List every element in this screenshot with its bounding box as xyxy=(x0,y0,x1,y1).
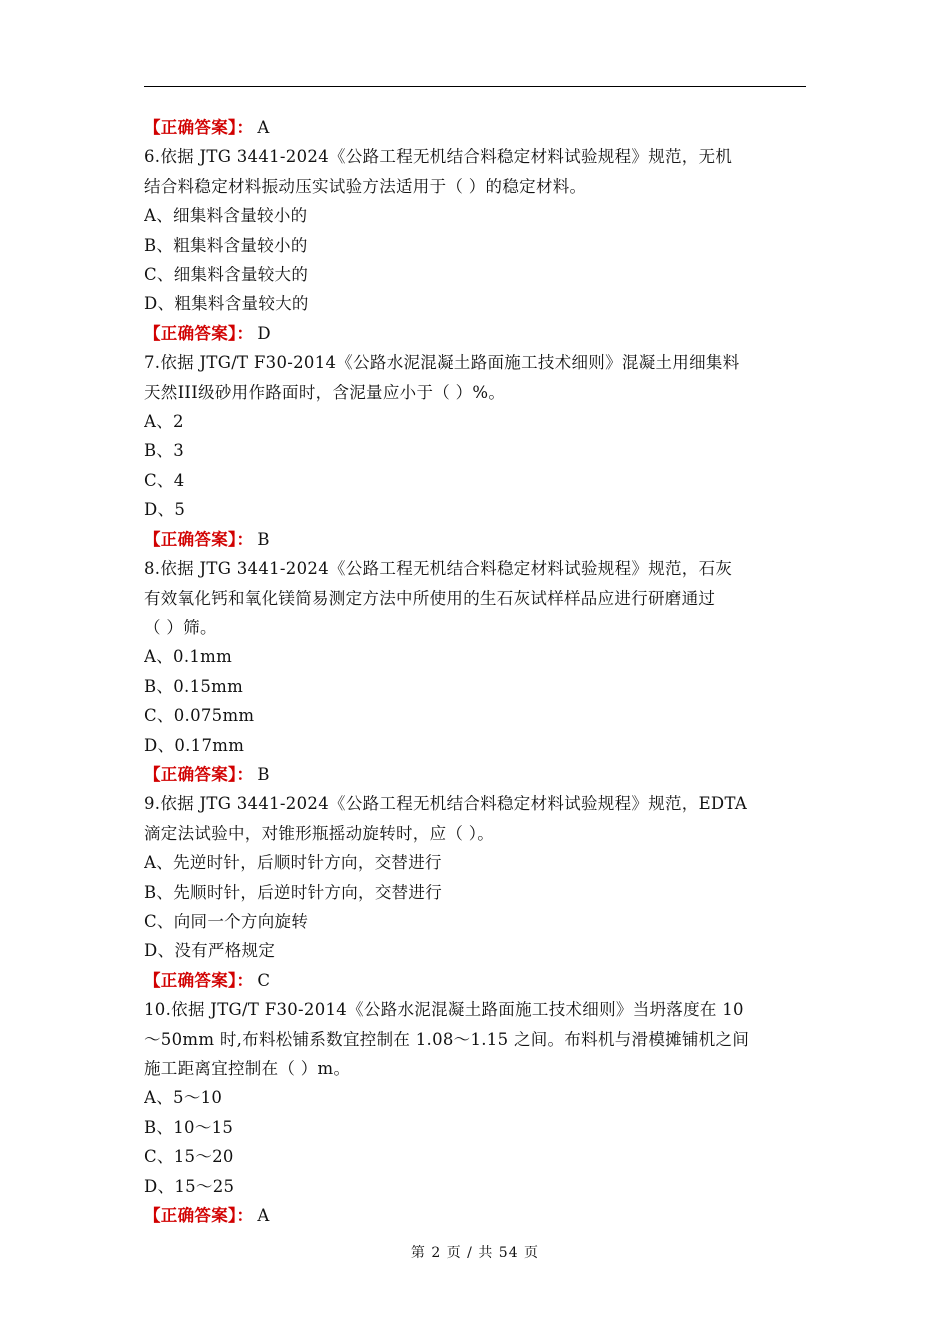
answer-line-q10 xyxy=(144,1201,806,1230)
answer-label: 【正确答案】： xyxy=(144,970,254,990)
question-stem-line: 7.依据 JTG/T F30-2014《公路水泥混凝土路面施工技术细则》混凝土用细集料 xyxy=(144,353,740,373)
option-d: D、粗集料含量较大的 xyxy=(144,294,309,314)
option-b: B、0.15mm xyxy=(144,676,244,696)
question-stem-line: ～50mm 时,布料松铺系数宜控制在 1.08～1.15 之间。布料机与滑模摊铺机之间 xyxy=(144,1029,750,1049)
question-stem-line: 施工距离宜控制在（ ）m。 xyxy=(144,1059,351,1078)
answer-label: 【正确答案】： xyxy=(144,764,254,784)
option-c: C、向同一个方向旋转 xyxy=(144,911,309,931)
answer-line-q9 xyxy=(144,966,806,995)
answer-value: B xyxy=(257,764,270,784)
answer-value: A xyxy=(257,118,270,137)
option-b: B、3 xyxy=(144,441,185,461)
question-stem-line: 天然III级砂用作路面时，含泥量应小于（ ）%。 xyxy=(144,382,506,402)
option-d: D、15～25 xyxy=(144,1176,235,1196)
answer-label: 【正确答案】： xyxy=(144,323,254,343)
answer-value: A xyxy=(257,1206,270,1226)
question-stem-line: 9.依据 JTG 3441-2024《公路工程无机结合料稳定材料试验规程》规范，EDTA xyxy=(144,794,748,814)
option-a: A、细集料含量较小的 xyxy=(144,206,308,226)
option-a: A、0.1mm xyxy=(144,647,233,667)
answer-line-q6 xyxy=(144,319,806,348)
answer-label: 【正确答案】： xyxy=(144,118,254,137)
answer-value: D xyxy=(257,323,271,343)
question-stem-line: 6.依据 JTG 3441-2024《公路工程无机结合料稳定材料试验规程》规范，无机 xyxy=(144,147,733,167)
option-d: D、0.17mm xyxy=(144,735,245,755)
option-d: D、5 xyxy=(144,500,186,520)
question-9 xyxy=(144,789,806,995)
option-c: C、4 xyxy=(144,470,185,490)
question-stem-line: （ ）筛。 xyxy=(144,617,217,637)
question-6 xyxy=(144,142,806,348)
page-footer xyxy=(0,1243,950,1263)
document-body xyxy=(144,113,806,1230)
option-b: B、先顺时针，后逆时针方向，交替进行 xyxy=(144,882,443,902)
question-stem-line: 有效氧化钙和氧化镁简易测定方法中所使用的生石灰试样样品应进行研磨通过 xyxy=(144,588,716,608)
question-stem-line: 结合料稳定材料振动压实试验方法适用于（ ）的稳定材料。 xyxy=(144,176,587,196)
question-10 xyxy=(144,995,806,1230)
option-b: B、10～15 xyxy=(144,1117,234,1137)
answer-line-q5 xyxy=(144,113,806,142)
option-c: C、0.075mm xyxy=(144,706,255,726)
question-stem-line: 8.依据 JTG 3441-2024《公路工程无机结合料稳定材料试验规程》规范，石灰 xyxy=(144,559,733,579)
option-a: A、5～10 xyxy=(144,1088,223,1108)
header-rule xyxy=(144,86,806,87)
question-stem-line: 滴定法试验中，对锥形瓶摇动旋转时，应（ ）。 xyxy=(144,823,495,843)
answer-line-q8 xyxy=(144,760,806,789)
option-c: C、细集料含量较大的 xyxy=(144,265,309,285)
option-b: B、粗集料含量较小的 xyxy=(144,235,308,255)
option-a: A、先逆时针，后顺时针方向，交替进行 xyxy=(144,853,442,873)
answer-label: 【正确答案】： xyxy=(144,1206,254,1226)
option-a: A、2 xyxy=(144,412,184,432)
answer-label: 【正确答案】： xyxy=(144,529,254,549)
answer-line-q7 xyxy=(144,525,806,554)
question-8 xyxy=(144,554,806,789)
answer-value: C xyxy=(257,970,271,990)
page-number: 第 2 页 / 共 54 页 xyxy=(410,1245,540,1261)
question-7 xyxy=(144,348,806,554)
option-c: C、15～20 xyxy=(144,1147,234,1167)
answer-value: B xyxy=(257,529,270,549)
question-stem-line: 10.依据 JTG/T F30-2014《公路水泥混凝土路面施工技术细则》当坍落度在 10 xyxy=(144,1000,744,1020)
option-d: D、没有严格规定 xyxy=(144,941,276,961)
